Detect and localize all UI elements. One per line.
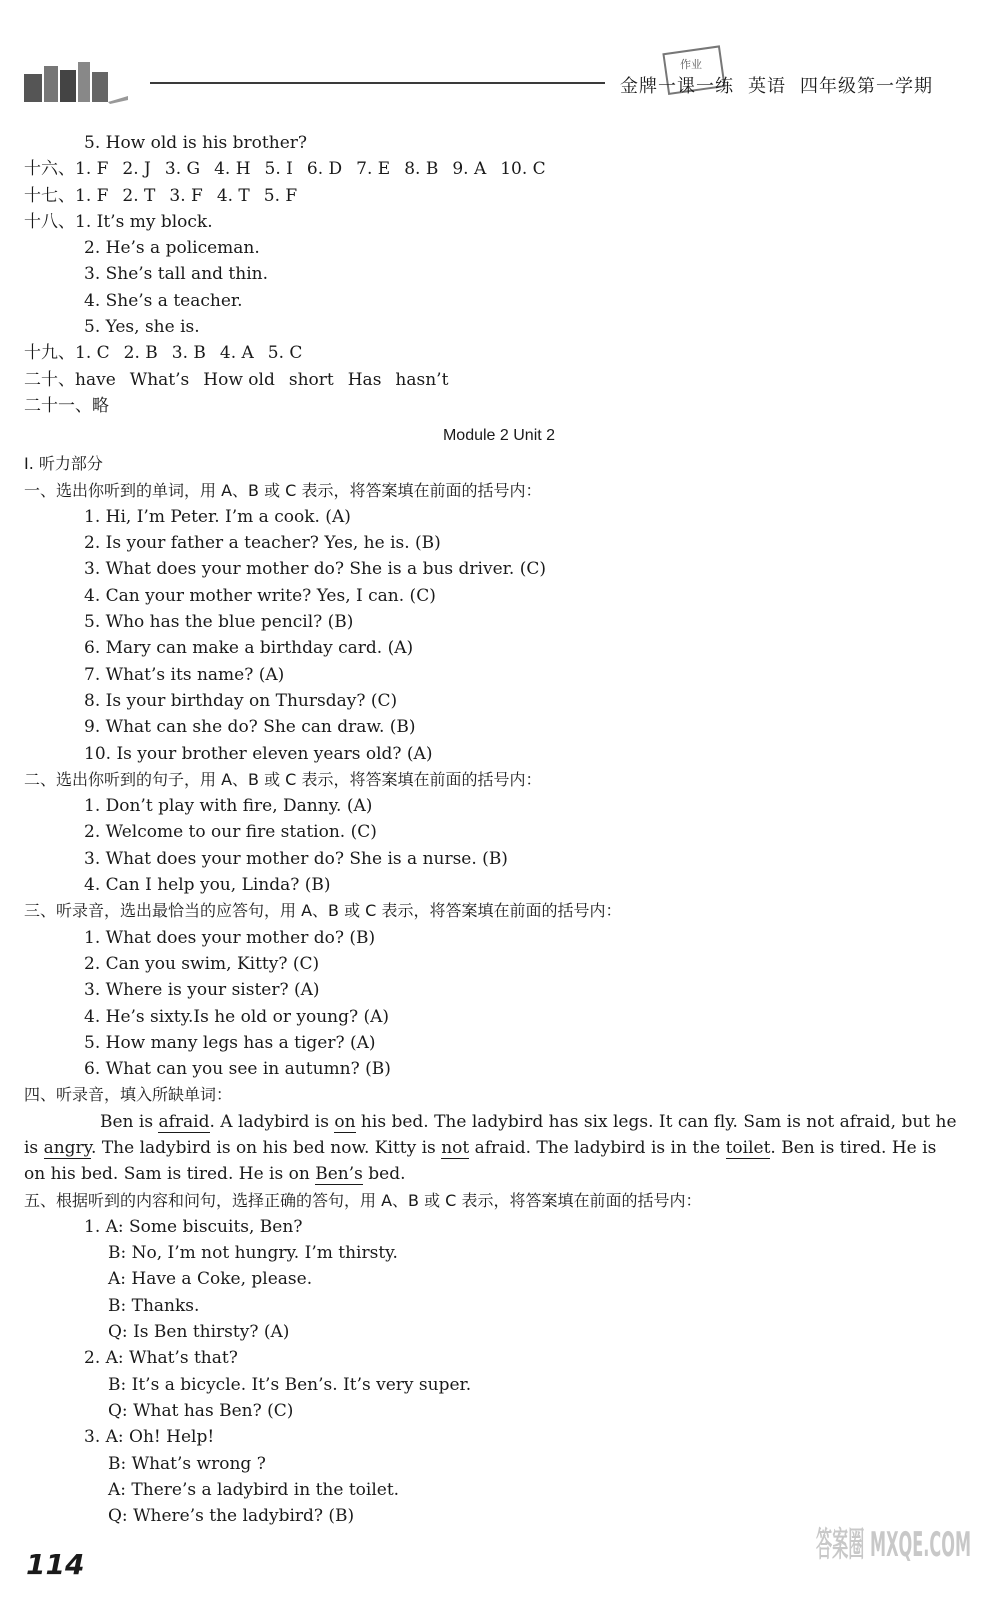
- filled-word: Ben’s: [315, 1164, 363, 1185]
- dialog-line: A: Have a Coke, please.: [108, 1269, 313, 1290]
- answer-line: 4. She’s a teacher.: [84, 290, 243, 311]
- dialog-line: 2. A: What’s that?: [84, 1348, 238, 1369]
- section-label: 十六、: [24, 159, 75, 180]
- list-item: 4. He’s sixty.Is he old or young? (A): [84, 1006, 390, 1027]
- section-3-title: 三、听录音，选出最恰当的应答句，用 A、B 或 C 表示，将答案填在前面的括号内：: [24, 901, 622, 921]
- list-item: 4. Can your mother write? Yes, I can. (C): [84, 585, 436, 606]
- answer-row-18: 十八、1. It’s my block.: [24, 211, 213, 232]
- filled-word: on: [334, 1111, 356, 1132]
- list-item: 4. Can I help you, Linda? (B): [84, 875, 331, 896]
- list-item: 5. How many legs has a tiger? (A): [84, 1032, 376, 1053]
- list-item: 3. What does your mother do? She is a nurse. (B): [84, 848, 508, 869]
- section-label: 十八、: [24, 211, 75, 232]
- answer-line: 3. She’s tall and thin.: [84, 264, 268, 285]
- page-header: [0, 0, 996, 120]
- section-label: 十七、: [24, 185, 75, 206]
- page-number: 114: [26, 1548, 85, 1581]
- section-2-title: 二、选出你听到的句子，用 A、B 或 C 表示，将答案填在前面的括号内：: [24, 769, 542, 789]
- list-item: 2. Welcome to our fire station. (C): [84, 822, 377, 843]
- list-item: 3. Where is your sister? (A): [84, 980, 320, 1001]
- book-title: 金牌一课一练: [620, 76, 734, 97]
- filled-word: toilet: [725, 1137, 771, 1158]
- list-item: 1. What does your mother do? (B): [84, 927, 376, 948]
- header-title: [620, 72, 947, 98]
- dialog-line: B: Thanks.: [108, 1295, 200, 1316]
- answer-content: [24, 130, 974, 1529]
- part-heading: Ⅰ. 听力部分: [24, 454, 103, 474]
- list-item: 2. Is your father a teacher? Yes, he is. (B): [84, 533, 441, 554]
- answer-row-17: 十七、1. F 2. T 3. F 4. T 5. F: [24, 185, 298, 206]
- filled-word: not: [441, 1137, 470, 1158]
- list-item: 5. Who has the blue pencil? (B): [84, 612, 354, 633]
- section-label: 二十一、: [24, 395, 92, 416]
- list-item: 6. What can you see in autumn? (B): [84, 1059, 391, 1080]
- watermark-text: 答案圈 MXQE.COM: [816, 1525, 971, 1565]
- list-item: 2. Can you swim, Kitty? (C): [84, 953, 320, 974]
- dialog-line: B: What’s wrong ?: [108, 1453, 266, 1474]
- filled-word: angry: [43, 1137, 92, 1158]
- section-5-title: 五、根据听到的内容和问句，选择正确的答句，用 A、B 或 C 表示，将答案填在前面的括号内：: [24, 1190, 702, 1210]
- fill-in-paragraph: Ben is afraid. A ladybird is on his bed. The ladybird has six legs. It can fly. Sam is not afraid, but he is angry. The ladybird is on his bed now. Kitty is not afraid. The ladybird is in the toilet. Ben is tired. He is on his bed. Sam is tired. He is on Ben’s bed.: [24, 1111, 957, 1185]
- answer-row-21: 二十一、略: [24, 395, 109, 416]
- list-item: 3. What does your mother do? She is a bus driver. (C): [84, 559, 546, 580]
- list-item: 7. What’s its name? (A): [84, 664, 285, 685]
- section-label: 二十、: [24, 369, 75, 390]
- list-item: 6. Mary can make a birthday card. (A): [84, 638, 414, 659]
- filled-word: afraid: [158, 1111, 210, 1132]
- subject-label: 英语: [748, 76, 786, 97]
- unit-title: Module 2 Unit 2: [442, 427, 556, 445]
- watermark-logo-icon: [808, 1512, 978, 1592]
- list-item: 1. Hi, I’m Peter. I’m a cook. (A): [84, 506, 351, 527]
- dialog-question: Q: Is Ben thirsty? (A): [108, 1322, 290, 1343]
- answer-line: 5. How old is his brother?: [84, 133, 308, 153]
- answer-row-19: 十九、1. C 2. B 3. B 4. A 5. C: [24, 343, 303, 364]
- dialog-line: 1. A: Some biscuits, Ben?: [84, 1216, 303, 1237]
- dialog-line: A: There’s a ladybird in the toilet.: [108, 1479, 400, 1500]
- answer-row-16: 十六、1. F 2. J 3. G 4. H 5. I 6. D 7. E 8. B 9. A 10. C: [24, 159, 546, 180]
- list-item: 9. What can she do? She can draw. (B): [84, 717, 416, 738]
- dialog-question: Q: Where’s the ladybird? (B): [108, 1506, 355, 1527]
- answer-line: 5. Yes, she is.: [84, 317, 200, 338]
- books-logo-icon: [22, 56, 130, 104]
- dialog-line: 3. A: Oh! Help!: [84, 1427, 215, 1448]
- list-item: 10. Is your brother eleven years old? (A): [84, 743, 433, 764]
- section-4-title: 四、听录音，填入所缺单词：: [24, 1085, 233, 1105]
- header-rule: [150, 82, 605, 84]
- list-item: 1. Don’t play with fire, Danny. (A): [84, 796, 373, 817]
- dialog-question: Q: What has Ben? (C): [108, 1400, 294, 1421]
- section-1-title: 一、选出你听到的单词，用 A、B 或 C 表示，将答案填在前面的括号内：: [24, 480, 542, 500]
- stamp-text: 作业: [680, 58, 702, 71]
- dialog-line: B: No, I’m not hungry. I’m thirsty.: [108, 1243, 398, 1264]
- answer-row-20: 二十、have What’s How old short Has hasn’t: [24, 369, 449, 390]
- list-item: 8. Is your birthday on Thursday? (C): [84, 690, 398, 711]
- section-label: 十九、: [24, 343, 75, 364]
- dialog-line: B: It’s a bicycle. It’s Ben’s. It’s very super.: [108, 1374, 472, 1395]
- answer-line: 2. He’s a policeman.: [84, 238, 260, 259]
- grade-label: 四年级第一学期: [800, 76, 933, 97]
